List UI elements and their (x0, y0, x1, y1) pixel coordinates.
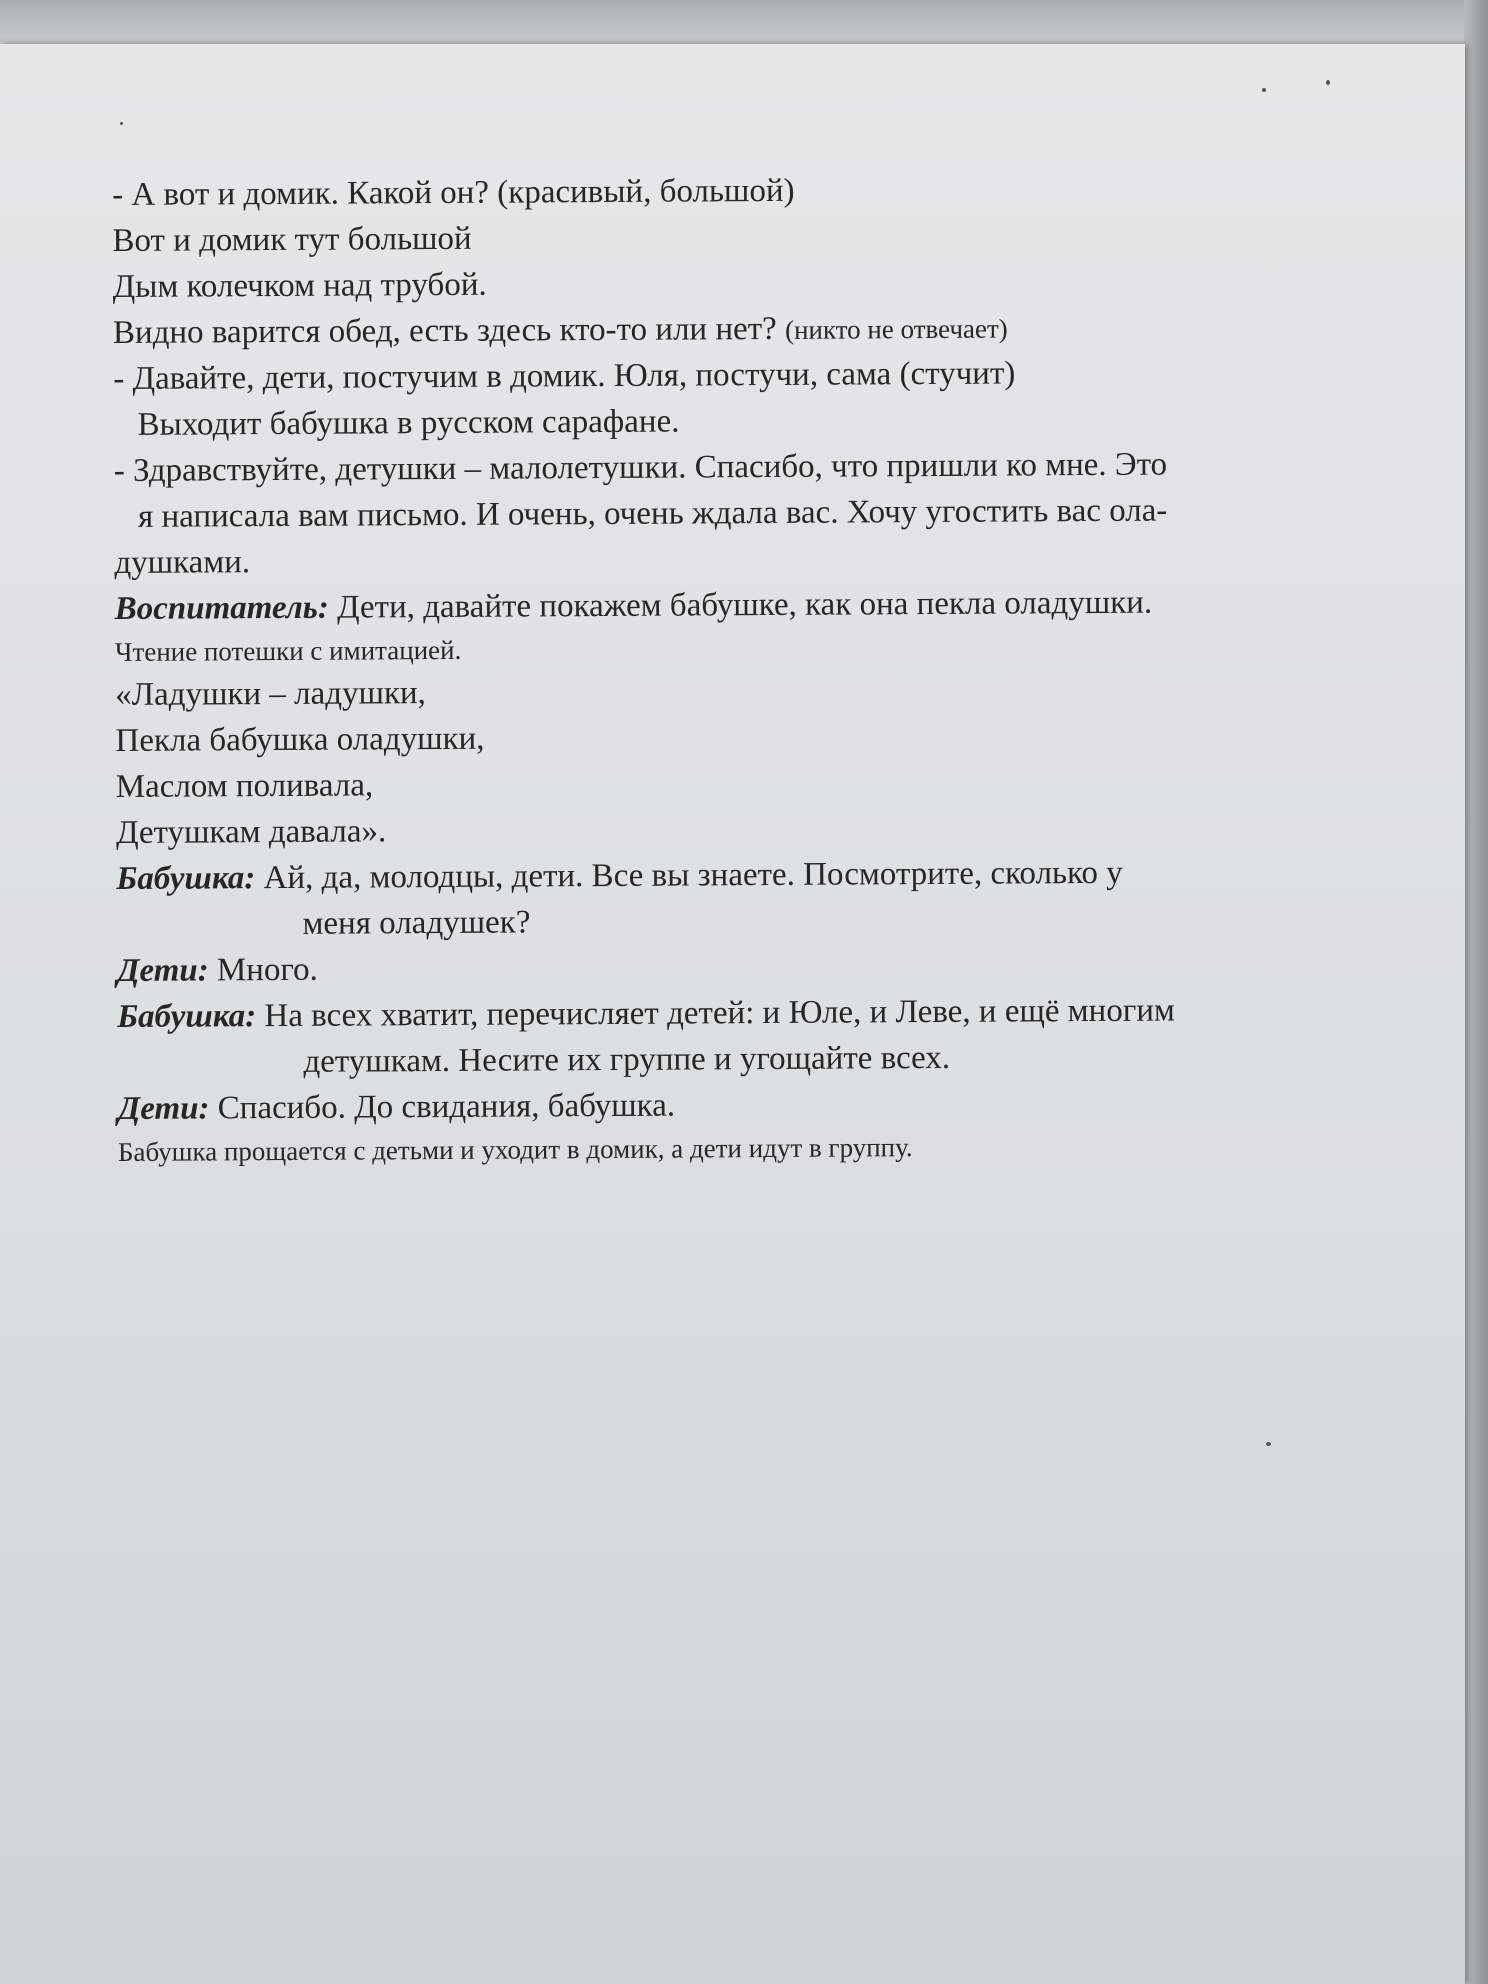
background-top (0, 0, 1488, 50)
speech-text: На всех хватит, перечисляет детей: и Юле, и Леве, и ещё многим (264, 992, 1175, 1035)
text-line: «Ладушки – ладушки, (115, 675, 426, 713)
paper-speck (120, 122, 123, 125)
speaker-label: Бабушка: (116, 860, 256, 897)
paper-speck (1326, 80, 1330, 85)
speech-text: Дети, давайте покажем бабушке, как она пекла оладушки. (336, 584, 1153, 626)
text-line: я написала вам письмо. И очень, очень ждала вас. Хочу угостить вас ола- (137, 492, 1168, 535)
paper-speck (1266, 1442, 1271, 1446)
text-line: Дым колечком над трубой. (112, 266, 487, 305)
text-line (118, 1078, 1438, 1132)
text-line: - Здравствуйте, детушки – малолетушки. Спасибо, что пришли ко мне. Это (113, 446, 1168, 489)
text-line: Маслом поливала, (115, 767, 374, 805)
paper-speck (1262, 88, 1266, 92)
background-right (1464, 0, 1488, 1984)
speaker-label: Воспитатель: (114, 589, 329, 627)
text-line (115, 578, 1435, 632)
stage-direction: (никто не отвечает) (784, 313, 1008, 345)
text-fragment: Видно варится обед, есть здесь кто-то или нет? (112, 310, 777, 351)
text-line (113, 302, 1433, 356)
text-line: Вот и домик тут большой (112, 220, 472, 259)
text-line: Бабушка прощается с детьми и уходит в домик, а дети идут в группу. (117, 1132, 913, 1167)
text-line: Чтение потешки с имитацией. (114, 634, 462, 667)
speaker-label: Дети: (116, 952, 209, 989)
text-line: меня оладушек? (302, 904, 531, 942)
speech-text: Спасибо. До свидания, бабушка. (217, 1087, 676, 1127)
text-line (117, 940, 1437, 994)
speech-text: Много. (216, 951, 318, 989)
text-line: душками. (114, 544, 251, 581)
text-line: - А вот и домик. Какой он? (красивый, большой) (112, 172, 795, 213)
text-line (117, 986, 1437, 1040)
text-line: детушкам. Несите их группе и угощайте всех. (303, 1039, 951, 1080)
text-line (116, 848, 1436, 902)
speech-text: Ай, да, молодцы, дети. Все вы знаете. Посмотрите, сколько у (263, 854, 1123, 897)
text-line: Выходит бабушка в русском сарафане. (137, 403, 680, 443)
text-line: Детушкам давала». (115, 813, 387, 851)
text-line: - Давайте, дети, постучим в домик. Юля, постучи, сама (стучит) (113, 355, 1016, 397)
text-line: Пекла бабушка оладушки, (115, 720, 485, 759)
speaker-label: Дети: (117, 1090, 210, 1127)
speaker-label: Бабушка: (117, 998, 257, 1035)
document-text (112, 164, 1438, 1172)
